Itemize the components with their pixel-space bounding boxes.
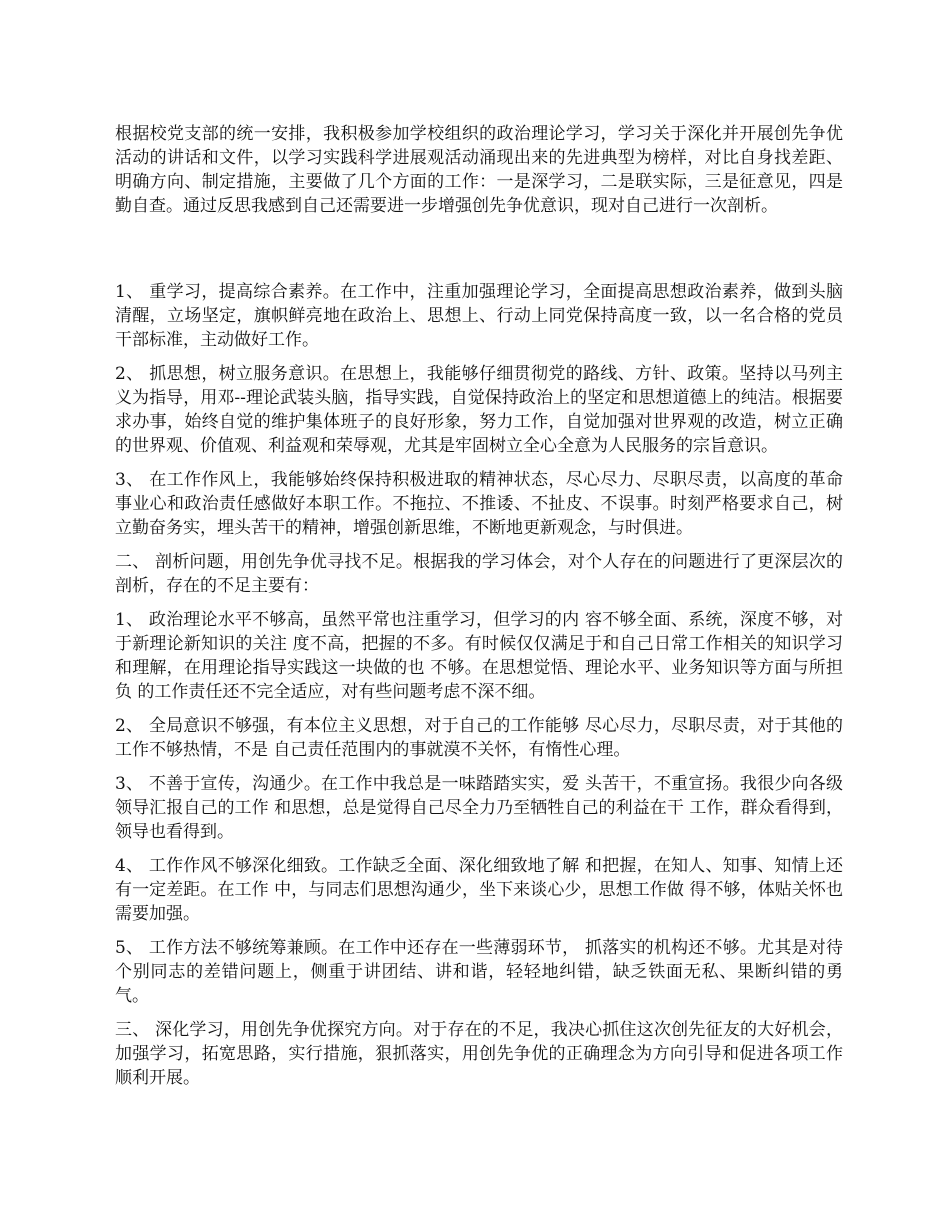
paragraph-1: 1、 重学习，提高综合素养。在工作中，注重加强理论学习，全面提高思想政治素养，做到头脑清醒，立场坚定，旗帜鲜亮地在政治上、思想上、行动上同党保持高度一致，以一名合格的党员干部标准，主动做好工作。 bbox=[115, 282, 843, 350]
section-3-paragraph: 三、 深化学习，用创先争优探究方向。对于存在的不足，我决心抓住这次创先征友的大好机会，加强学习，拓宽思路，实行措施，狠抓落实，用创先争优的正确理念为方向引导和促进各项工作顺利开展。 bbox=[115, 1020, 843, 1088]
problem-2: 2、 全局意识不够强，有本位主义思想，对于自己的工作能够 尽心尽力，尽职尽责，对于其他的工作不够热情，不是 自己责任范围内的事就漠不关怀，有惰性心理。 bbox=[115, 716, 843, 760]
intro-paragraph: 根据校党支部的统一安排，我积极参加学校组织的政治理论学习，学习关于深化并开展创先争优活动的讲话和文件，以学习实践科学进展观活动涌现出来的先进典型为榜样，对比自身找差距、明确方向、制定措施，主要做了几个方面的工作：一是深学习，二是联实际，三是征意见，四是勤自查。通过反思我感到自己还需要进一步增强创先争优意识，现对自己进行一次剖析。 bbox=[115, 124, 843, 216]
problem-1: 1、 政治理论水平不够高，虽然平常也注重学习，但学习的内 容不够全面、系统，深度不够，对于新理论新知识的关注 度不高，把握的不多。有时候仅仅满足于和自己日常工作相关的知识学习和理解，在用理论指导实践这一块做的也 不够。在思想觉悟、理论水平、业务知识等方面与所担负 的工作责任还不完全适应，对有些问题考虑不深不细。 bbox=[115, 610, 843, 702]
paragraph-3: 3、 在工作作风上，我能够始终保持积极进取的精神状态，尽心尽力、尽职尽责，以高度的革命事业心和政治责任感做好本职工作。不拖拉、不推诿、不扯皮、不误事。时刻严格要求自己，树立勤奋务实，埋头苦干的精神，增强创新思维，不断地更新观念，与时俱进。 bbox=[115, 470, 843, 538]
section-2-heading-paragraph: 二、 剖析问题，用创先争优寻找不足。根据我的学习体会，对个人存在的问题进行了更深层次的剖析，存在的不足主要有： bbox=[115, 552, 843, 596]
problem-4: 4、 工作作风不够深化细致。工作缺乏全面、深化细致地了解 和把握，在知人、知事、知情上还有一定差距。在工作 中，与同志们思想沟通少，坐下来谈心少，思想工作做 得不够，体贴关怀也需要加强。 bbox=[115, 856, 843, 924]
problem-5: 5、 工作方法不够统筹兼顾。在工作中还存在一些薄弱环节， 抓落实的机构还不够。尤其是对待个别同志的差错问题上，侧重于讲团结、讲和谐，轻轻地纠错，缺乏铁面无私、果断纠错的勇气。 bbox=[115, 938, 843, 1006]
document-body bbox=[115, 122, 843, 1100]
paragraph-2: 2、 抓思想，树立服务意识。在思想上，我能够仔细贯彻党的路线、方针、政策。坚持以马列主义为指导，用邓--理论武装头脑，指导实践，自觉保持政治上的坚定和思想道德上的纯洁。根据要求办事，始终自觉的维护集体班子的良好形象，努力工作，自觉加强对世界观的改造，树立正确的世界观、价值观、利益观和荣辱观，尤其是牢固树立全心全意为人民服务的宗旨意识。 bbox=[115, 364, 843, 456]
problem-3: 3、 不善于宣传，沟通少。在工作中我总是一味踏踏实实，爱 头苦干，不重宣扬。我很少向各级领导汇报自己的工作 和思想，总是觉得自己尽全力乃至牺牲自己的利益在干 工作，群众看得到，领导也看得到。 bbox=[115, 774, 843, 842]
